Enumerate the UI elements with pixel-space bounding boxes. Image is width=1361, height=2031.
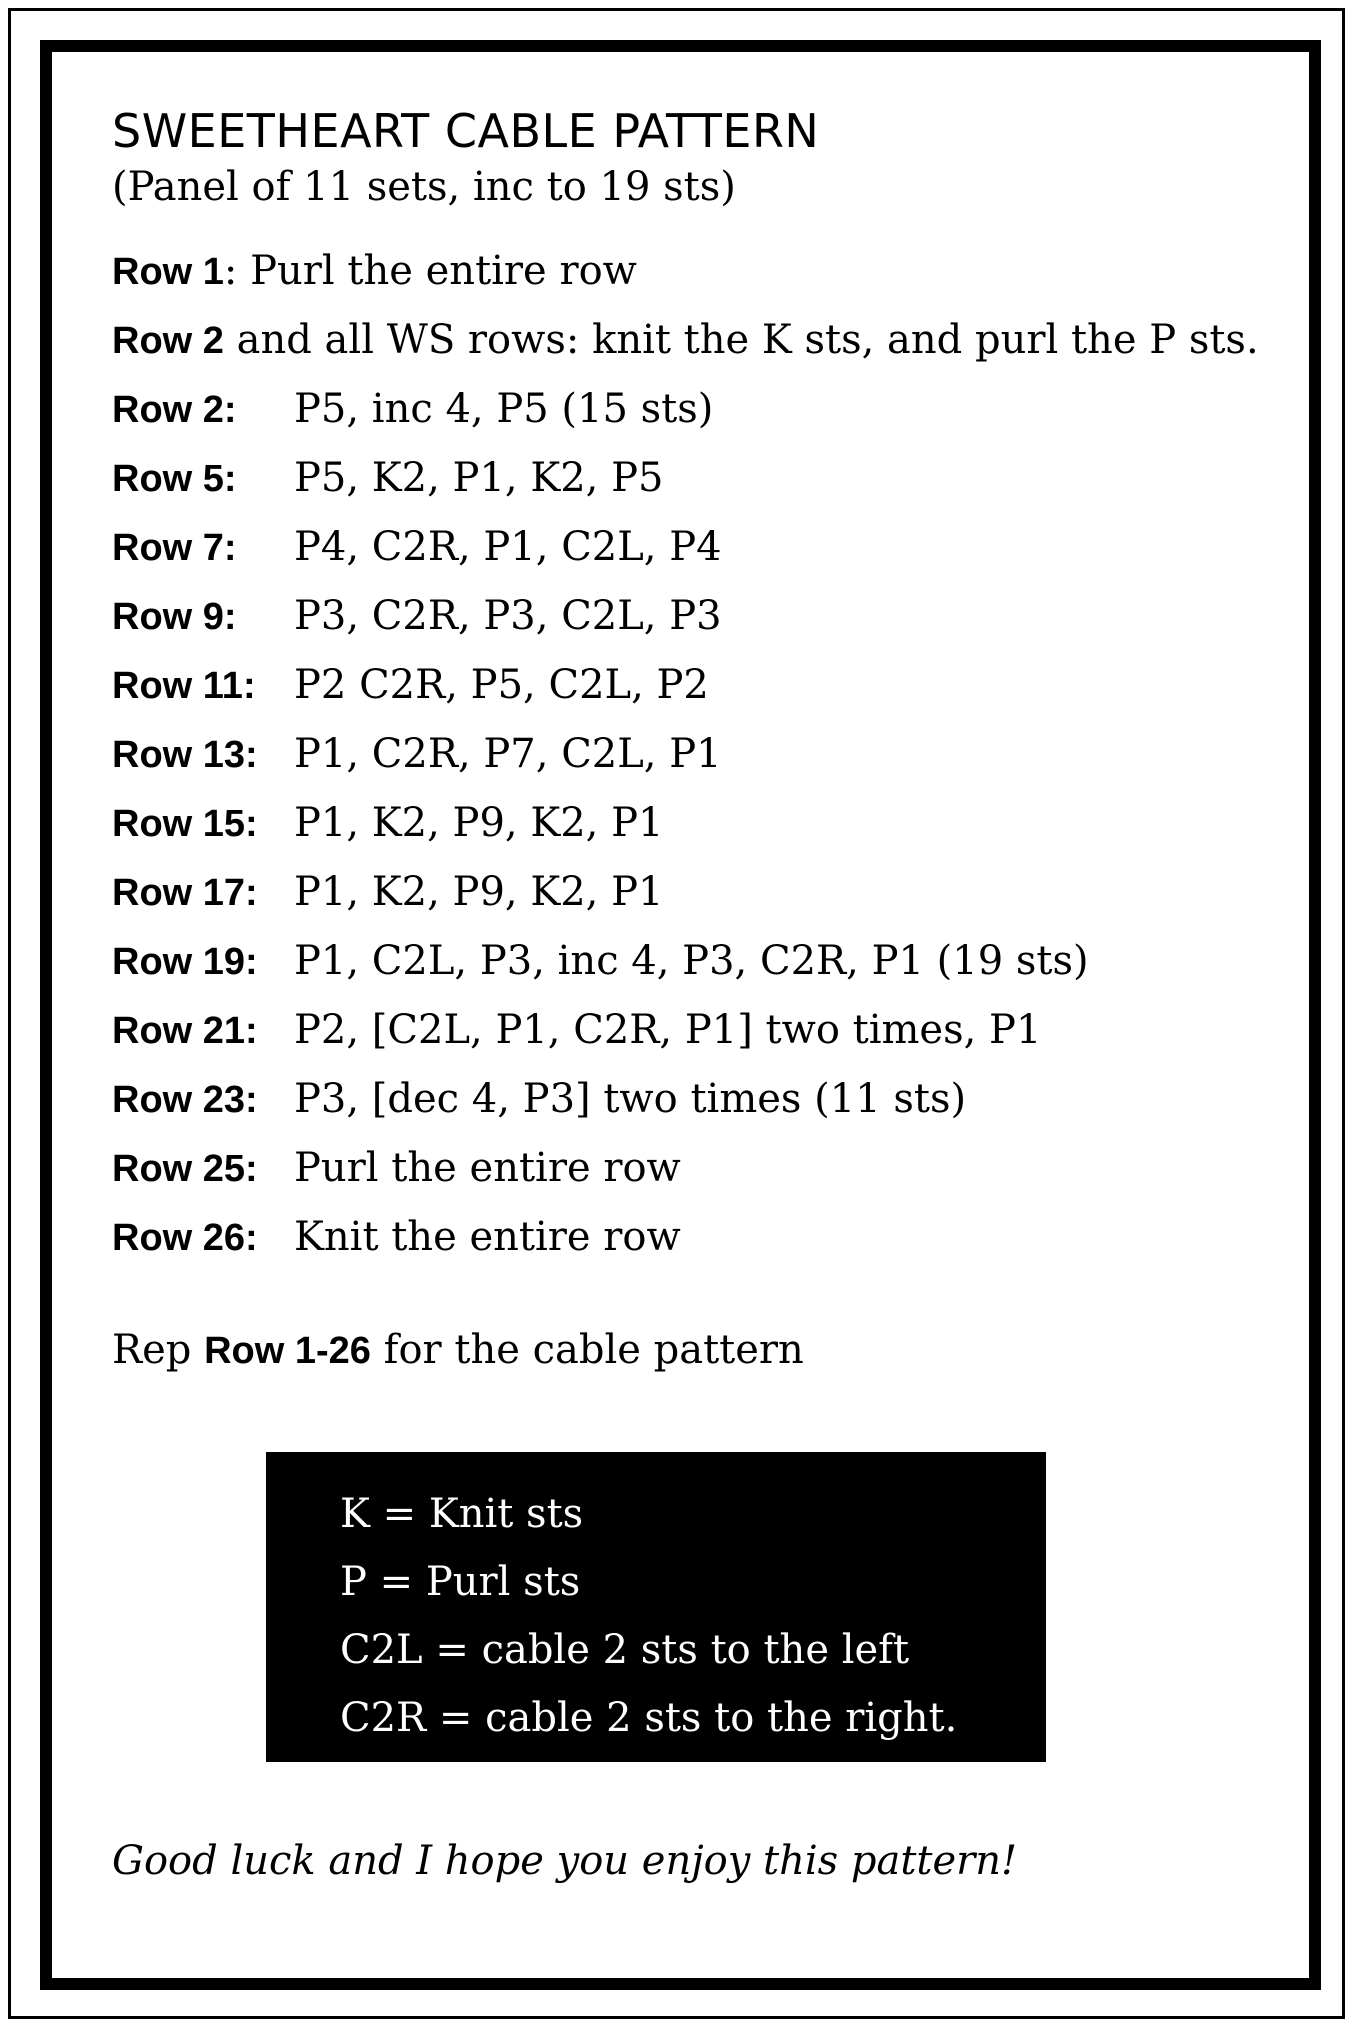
row-separator: : (223, 248, 238, 295)
instruction-row (112, 375, 1292, 444)
row-label: Row 1 (112, 251, 224, 294)
row-text: and all WS rows: knit the K sts, and purl the P sts. (223, 317, 1259, 364)
row-text: P3, C2R, P3, C2L, P3 (294, 593, 722, 640)
instruction-row (112, 651, 1292, 720)
row-text: P5, K2, P1, K2, P5 (294, 455, 664, 502)
row-text: P2, [C2L, P1, C2R, P1] two times, P1 (294, 1007, 1042, 1054)
repeat-rows-label: Row 1-26 (204, 1330, 371, 1373)
row-label: Row 21: (112, 1010, 258, 1053)
row-label: Row 19: (112, 941, 258, 984)
row-label: Row 7: (112, 527, 237, 570)
row-label: Row 17: (112, 872, 258, 915)
row-instructions (112, 237, 1292, 1272)
repeat-instruction: Rep Row 1-26 for the cable pattern (112, 1316, 1292, 1385)
instruction-row (112, 996, 1292, 1065)
row-text: Purl the entire row (294, 1145, 681, 1192)
legend-c2l: C2L = cable 2 sts to the left (340, 1627, 910, 1673)
instruction-row (112, 858, 1292, 927)
row-text: Purl the entire row (237, 248, 637, 295)
row-label: Row 26: (112, 1217, 258, 1260)
legend-purl: P = Purl sts (340, 1559, 581, 1605)
row-label: Row 25: (112, 1148, 258, 1191)
row-text: Knit the entire row (294, 1214, 681, 1261)
instruction-row (112, 789, 1292, 858)
row-text: P1, K2, P9, K2, P1 (294, 800, 664, 847)
instruction-row (112, 1134, 1292, 1203)
closing-note: Good luck and I hope you enjoy this pattern! (112, 1838, 1018, 1884)
row-label: Row 15: (112, 803, 258, 846)
legend-c2r: C2R = cable 2 sts to the right. (340, 1695, 958, 1741)
row-label: Row 23: (112, 1079, 258, 1122)
row-label: Row 2 (112, 320, 224, 363)
instruction-row (112, 927, 1292, 996)
instruction-row (112, 513, 1292, 582)
instruction-row (112, 720, 1292, 789)
pattern-content (112, 104, 1292, 1385)
pattern-title: SWEETHEART CABLE PATTERN (112, 104, 820, 158)
legend-knit: K = Knit sts (340, 1491, 584, 1537)
instruction-row (112, 444, 1292, 513)
intro-row-1 (112, 237, 1292, 306)
instruction-row (112, 582, 1292, 651)
abbreviation-legend (266, 1452, 1046, 1762)
row-label: Row 13: (112, 734, 258, 777)
row-text: P4, C2R, P1, C2L, P4 (294, 524, 722, 571)
row-text: P1, C2R, P7, C2L, P1 (294, 731, 722, 778)
intro-row-2 (112, 306, 1292, 375)
row-text: P3, [dec 4, P3] two times (11 sts) (294, 1076, 967, 1123)
instruction-row (112, 1065, 1292, 1134)
row-text: P5, inc 4, P5 (15 sts) (294, 386, 714, 433)
instruction-row (112, 1203, 1292, 1272)
row-label: Row 11: (112, 665, 256, 708)
row-text: P2 C2R, P5, C2L, P2 (294, 662, 709, 709)
row-text: P1, K2, P9, K2, P1 (294, 869, 664, 916)
pattern-subtitle: (Panel of 11 sets, inc to 19 sts) (112, 164, 736, 211)
row-label: Row 2: (112, 389, 237, 432)
row-label: Row 9: (112, 596, 237, 639)
row-text: P1, C2L, P3, inc 4, P3, C2R, P1 (19 sts) (294, 938, 1089, 985)
row-label: Row 5: (112, 458, 237, 501)
